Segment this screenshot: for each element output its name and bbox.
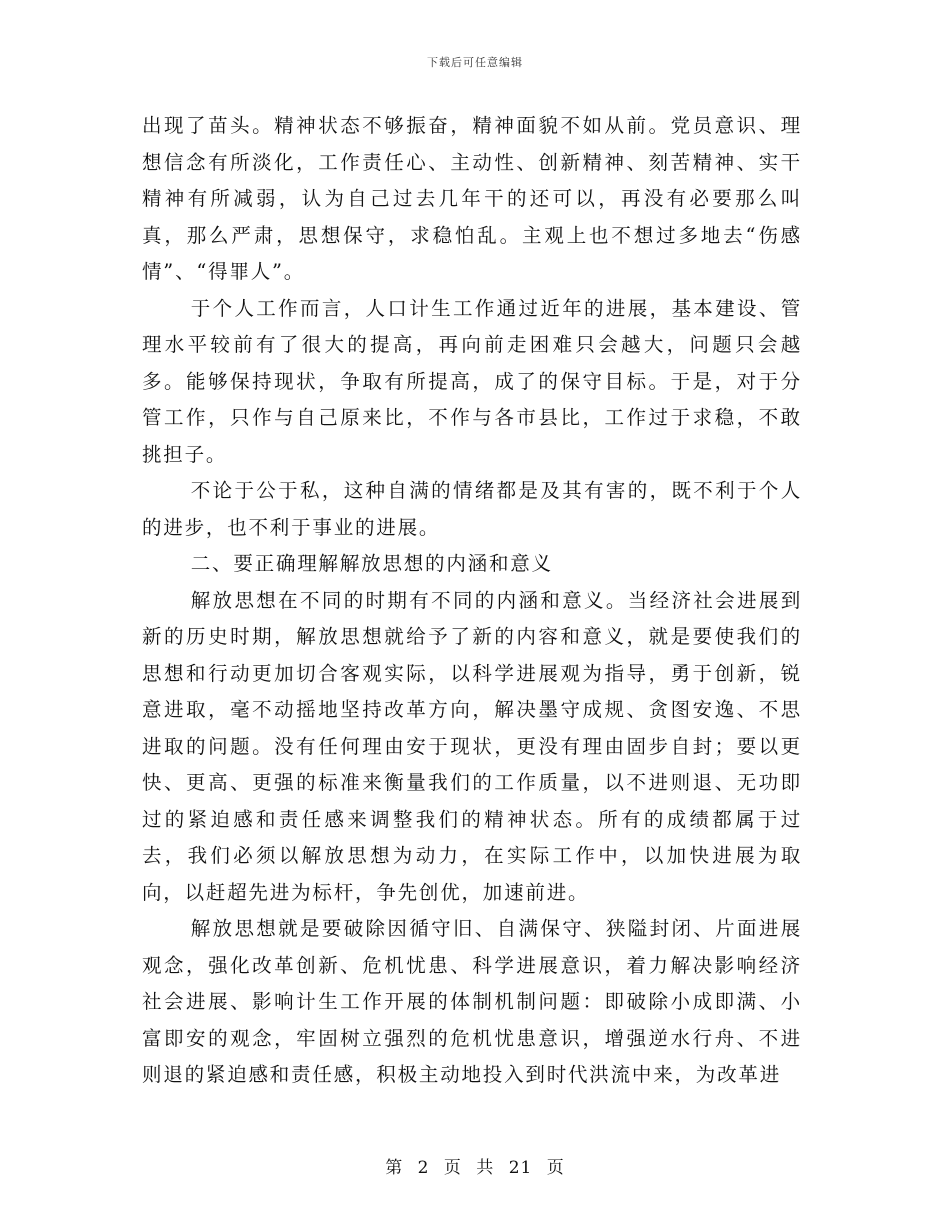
paragraph-breaking-old-ideas: 解放思想就是要破除因循守旧、自满保守、狭隘封闭、片面进展观念，强化改革创新、危机忧患、科学进展意识，着力解决影响经济社会进展、影响计生工作开展的体制机制问题：即破除小成即满、小富即安的观念，牢固树立强烈的危机忧患意识，增强逆水行舟、不进则退的紧迫感和责任感，积极主动地投入到时代洪流中来，为改革进 — [142, 917, 802, 1086]
paragraph-meaning: 解放思想在不同的时期有不同的内涵和意义。当经济社会进展到新的历史时期，解放思想就给予了新的内容和意义，就是要使我们的思想和行动更加切合客观实际，以科学进展观为指导，勇于创新，锐意进取，毫不动摇地坚持改革方向，解决墨守成规、贪图安逸、不思进取的问题。没有任何理由安于现状，更没有理由固步自封；要以更快、更高、更强的标准来衡量我们的工作质量，以不进则退、无功即过的紧迫感和责任感来调整我们的精神状态。所有的成绩都属于过去，我们必须以解放思想为动力，在实际工作中，以加快进展为取向，以赶超先进为标杆，争先创优，加速前进。 — [142, 588, 802, 904]
footer-current-page: 2 — [417, 1158, 430, 1178]
paragraph-complacency-harm: 不论于公于私，这种自满的情绪都是及其有害的，既不利于个人的进步，也不利于事业的进展。 — [142, 479, 802, 539]
paragraph-continuation: 出现了苗头。精神状态不够振奋，精神面貌不如从前。党员意识、理想信念有所淡化，工作责任心、主动性、创新精神、刻苦精神、实干精神有所减弱，认为自己过去几年干的还可以，再没有必要那么叫真，那么严肃，思想保守，求稳怕乱。主观上也不想过多地去“伤感情”、“得罪人”。 — [142, 114, 802, 283]
footer-total-prefix: 共 — [476, 1158, 495, 1178]
paragraph-personal-work: 于个人工作而言，人口计生工作通过近年的进展，基本建设、管理水平较前有了很大的提高，再向前走困难只会越大，问题只会越多。能够保持现状，争取有所提高，成了的保守目标。于是，对于分管工作，只作与自己原来比，不作与各市县比，工作过于求稳，不敢挑担子。 — [142, 296, 802, 466]
document-body — [142, 108, 802, 1094]
page-header-note: 下载后可任意编辑 — [427, 56, 523, 69]
section-heading-2: 二、要正确理解解放思想的内涵和意义 — [190, 552, 553, 575]
page-footer — [0, 1153, 950, 1178]
footer-suffix: 页 — [546, 1158, 565, 1178]
footer-prefix: 第 — [385, 1158, 404, 1178]
footer-total-pages: 21 — [508, 1158, 533, 1178]
footer-page-word: 页 — [443, 1158, 462, 1178]
